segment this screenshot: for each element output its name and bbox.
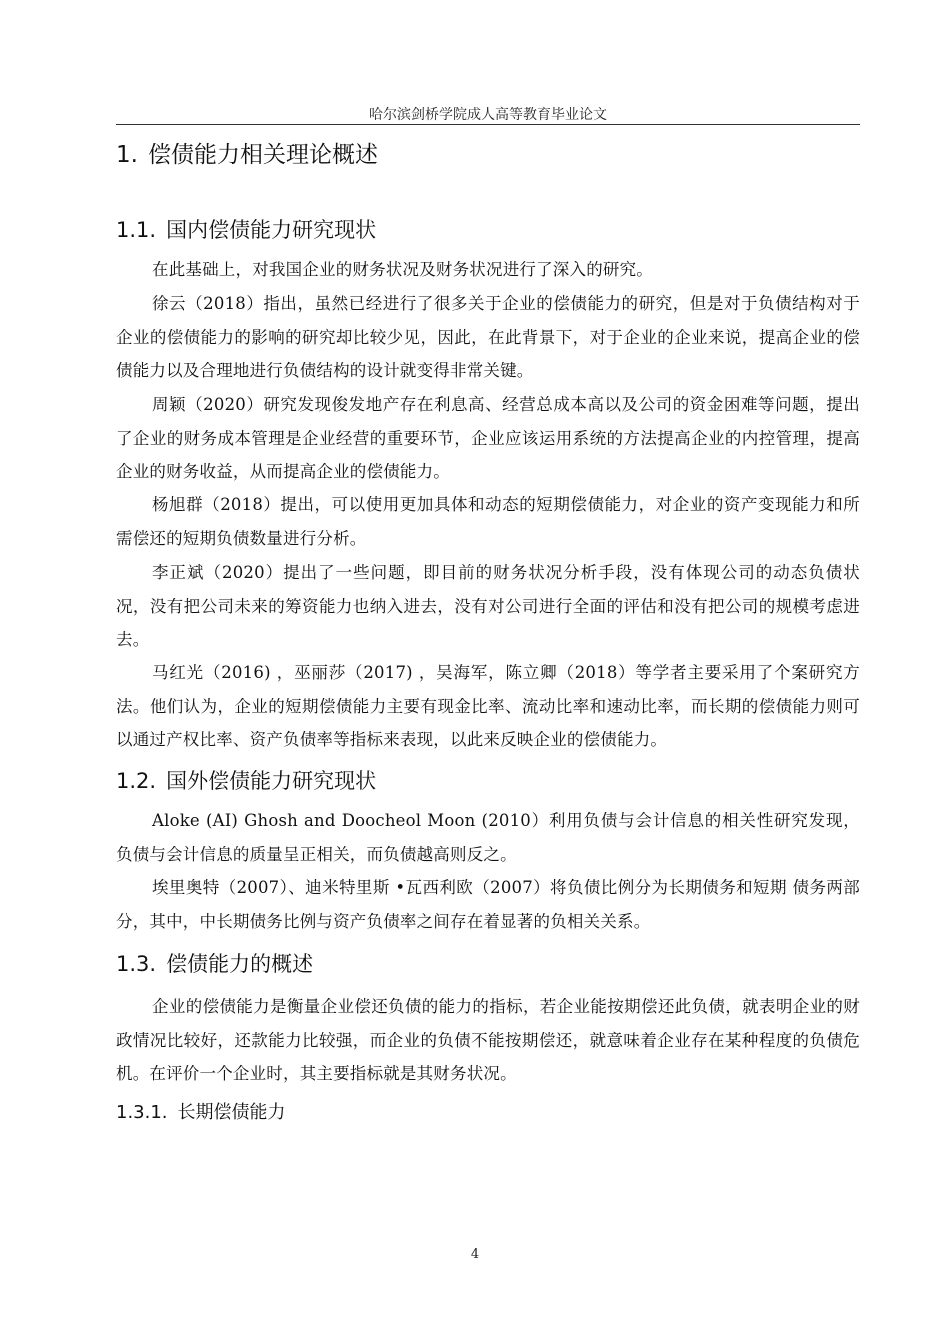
heading-section-1-3-1 [116, 1098, 286, 1124]
heading-number: 1. [116, 142, 138, 168]
paragraph-5: 李正斌（2020）提出了一些问题，即目前的财务状况分析手段，没有体现公司的动态负债状况，没有把公司未来的筹资能力也纳入进去，没有对公司进行全面的评估和没有把公司的规模考虑进去。 [116, 563, 860, 649]
heading-title: 长期偿债能力 [177, 1102, 286, 1123]
heading-title: 偿债能力相关理论概述 [147, 142, 378, 168]
heading-number: 1.3. [116, 952, 157, 976]
running-header: 哈尔滨剑桥学院成人高等教育毕业论文 [369, 107, 607, 123]
heading-number: 1.2. [116, 769, 157, 793]
heading-number: 1.3.1. [116, 1102, 168, 1123]
paragraph-9: 企业的偿债能力是衡量企业偿还负债的能力的指标，若企业能按期偿还此负债，就表明企业的财政情况比较好，还款能力比较强，而企业的负债不能按期偿还，就意味着企业存在某种程度的负债危机。在评价一个企业时，其主要指标就是其财务状况。 [116, 997, 860, 1083]
heading-section-1-2 [116, 765, 376, 795]
heading-section-1-1 [116, 214, 376, 244]
paragraph-4: 杨旭群（2018）提出，可以使用更加具体和动态的短期偿债能力，对企业的资产变现能力和所需偿还的短期负债数量进行分析。 [116, 495, 860, 548]
header-rule [116, 124, 860, 125]
heading-section-1 [116, 136, 378, 169]
page-number: 4 [470, 1247, 480, 1262]
heading-section-1-3 [116, 948, 313, 978]
paragraph-1: 在此基础上，对我国企业的财务状况及财务状况进行了深入的研究。 [152, 260, 653, 279]
heading-title: 国外偿债能力研究现状 [166, 769, 377, 793]
heading-title: 偿债能力的概述 [166, 952, 314, 976]
paragraph-3: 周颖（2020）研究发现俊发地产存在利息高、经营总成本高以及公司的资金困难等问题，提出了企业的财务成本管理是企业经营的重要环节，企业应该运用系统的方法提高企业的内控管理，提高企业的财务收益，从而提高企业的偿债能力。 [116, 395, 860, 481]
paragraph-8: 埃里奥特（2007）、迪米特里斯 •瓦西利欧（2007）将负债比例分为长期债务和短期 债务两部分，其中，中长期债务比例与资产负债率之间存在着显著的负相关关系。 [116, 878, 860, 931]
paragraph-2: 徐云（2018）指出，虽然已经进行了很多关于企业的偿债能力的研究，但是对于负债结构对于企业的偿债能力的影响的研究却比较少见，因此，在此背景下，对于企业的企业来说，提高企业的偿债能力以及合理地进行负债结构的设计就变得非常关键。 [116, 294, 860, 380]
heading-title: 国内偿债能力研究现状 [166, 218, 377, 242]
paragraph-6: 马红光（2016) ，巫丽莎（2017) ，吴海军，陈立卿（2018）等学者主要采用了个案研究方法。他们认为，企业的短期偿债能力主要有现金比率、流动比率和速动比率，而长期的偿债能力则可以通过产权比率、资产负债率等指标来表现，以此来反映企业的偿债能力。 [116, 663, 860, 749]
heading-number: 1.1. [116, 218, 157, 242]
paragraph-7: Aloke (AI) Ghosh and Doocheol Moon (2010）利用负债与会计信息的相关性研究发现，负债与会计信息的质量呈正相关，而负债越高则反之。 [116, 811, 860, 864]
